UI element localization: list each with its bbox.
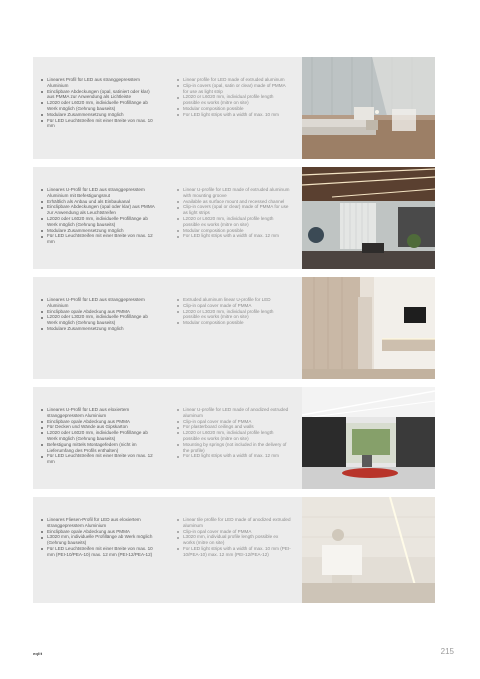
product-photo-bathroom <box>302 497 435 603</box>
bullet-item: Lineares U-Profil für LED aus eloxiertem stranggepresstem Aluminium <box>47 407 155 419</box>
product-photo-atrium <box>302 387 435 489</box>
german-description <box>37 297 155 332</box>
product-row-3 <box>33 277 435 379</box>
bullet-list-en <box>173 297 291 326</box>
bullet-item: L2020 or L6020 mm, individual profile length possible ex works (mitre on site) <box>183 94 291 106</box>
bullet-item: Modulare Zusammensetzung möglich <box>47 112 155 118</box>
product-photo-bedroom <box>302 57 435 159</box>
bullet-item: For LED light strips with a width of max. 10 mm (PEI-10/PEA-10) max. 12 mm (PEI-12/PEA-12) <box>183 545 291 557</box>
footer-logo: eqlit <box>33 651 43 656</box>
english-description <box>173 407 291 459</box>
bullet-item: For LED light strips with a width of max. 12 mm <box>183 233 291 239</box>
bullet-item: L2020 oder L6020 mm, individuelle Profillänge ab Werk möglich (Gehrung bauseits) <box>47 430 155 442</box>
bullet-item: Einclipbare opale Abdeckung aus PMMA <box>47 419 155 425</box>
german-description <box>37 187 155 245</box>
bullet-item: Für LED Leuchtstreifen mit einer Breite von max. 12 mm <box>47 233 155 245</box>
german-description <box>37 517 155 558</box>
bullet-item: Clip-in opal cover made of PMMA <box>183 529 291 535</box>
bullet-list-de <box>37 407 155 465</box>
bullet-item: Linear profile for LED made of extruded aluminum <box>183 77 291 83</box>
bullet-item: L2020 or L6020 mm, individual profile length possible ex works (mitre on site) <box>183 430 291 442</box>
product-photo-lobby <box>302 167 435 269</box>
bullet-item: Einclipbare Abdeckungen (opal oder klar) aus PMMA zur Anwendung als Leuchtstreifen <box>47 204 155 216</box>
german-description <box>37 407 155 465</box>
bullet-list-en <box>173 407 291 459</box>
product-row-4 <box>33 387 435 489</box>
bullet-item: L2020 oder L3020 mm, individuelle Profillänge ab Werk möglich (Gehrung bauseits) <box>47 314 155 326</box>
bullet-item: Lineares Profil für LED aus stranggepresstem Aluminium <box>47 77 155 89</box>
english-description <box>173 297 291 326</box>
bullet-list-en <box>173 187 291 239</box>
bullet-item: Einclipbare opale Abdeckung aus PMMA <box>47 309 155 315</box>
bullet-item: Für LED Leuchtstreifen mit einer Breite von max. 10 mm (PEI-10/PEA-10) max. 12 mm (PEI-12/PEA-12) <box>47 546 155 558</box>
bullet-item: Lineares U-Profil für LED aus stranggepresstem Aluminium mit Befestigungsnut <box>47 187 155 199</box>
bullet-item: Extruded aluminum linear U-profile for LED <box>183 297 291 303</box>
german-description <box>37 77 155 129</box>
bullet-item: L3020 mm, individuelle Profillänge ab Werk möglich (Gehrung bauseits) <box>47 534 155 546</box>
bullet-list-de <box>37 187 155 245</box>
bullet-item: Modular composition possible <box>183 106 291 112</box>
product-photo-living-room <box>302 277 435 379</box>
bullet-item: Einclipbare opale Abdeckung aus PMMA <box>47 529 155 535</box>
bullet-item: L2020 or L3020 mm, individual profile length possible ex works (mitre on site) <box>183 309 291 321</box>
bullet-item: Für LED Leuchtstreifen mit einer Breite von max. 12 mm <box>47 453 155 465</box>
bullet-item: For LED light strips with a width of max. 12 mm <box>183 453 291 459</box>
product-row-1 <box>33 57 435 159</box>
bullet-item: L2020 or L6020 mm, individual profile length possible ex works (mitre on site) <box>183 216 291 228</box>
bullet-item: Mounting by springs (not included in the delivery of the profile) <box>183 442 291 454</box>
bullet-item: L2020 oder L6020 mm, individuelle Profillänge ab Werk möglich (Gehrung bauseits) <box>47 100 155 112</box>
bullet-item: Für LED Leuchtstreifen mit einer Breite von max. 10 mm <box>47 118 155 130</box>
bullet-list-de <box>37 77 155 129</box>
english-description <box>173 517 291 558</box>
bullet-item: Für Decken und Wände aus Gipskarton <box>47 424 155 430</box>
bullet-item: Clip-in opal cover made of PMMA <box>183 303 291 309</box>
bullet-item: Available as surface mount and recessed channel <box>183 199 291 205</box>
bullet-item: Einclipbare Abdeckungen (opal, satiniert oder klar) aus PMMA zur Anwendung als Lichtleiste <box>47 89 155 101</box>
bullet-item: Lineares U-Profil für LED aus stranggepresstem Aluminium <box>47 297 155 309</box>
bullet-item: Linear U-profile for LED made of extruded aluminum with mounting groove <box>183 187 290 198</box>
bullet-item: Clip-in opal cover made of PMMA <box>183 419 291 425</box>
bullet-item: L2020 oder L6020 mm, individuelle Profillänge ab Werk möglich (Gehrung bauseits) <box>47 216 155 228</box>
bullet-item: Modulare Zusammensetzung möglich <box>47 326 155 332</box>
bullet-item: Linear tile profile for LED made of anodized extruded aluminum <box>183 517 291 528</box>
product-row-2 <box>33 167 435 269</box>
bullet-list-de <box>37 517 155 558</box>
page-number: 215 <box>440 647 454 656</box>
bullet-item: Modular composition possible <box>183 228 291 234</box>
product-row-5 <box>33 497 435 603</box>
english-description <box>173 77 291 118</box>
bullet-list-de <box>37 297 155 332</box>
bullet-item: L3020 mm, individual profile length possible ex works (mitre on site) <box>183 534 291 546</box>
bullet-list-en <box>173 77 291 118</box>
english-description <box>173 187 291 239</box>
bullet-item: For plasterboard ceilings and walls <box>183 424 291 430</box>
bullet-item: Lineares Fliesen-Profil für LED aus eloxiertem stranggepresstem Aluminium <box>47 517 155 529</box>
bullet-item: Befestigung mittels Montagefedern (nicht im Lieferumfang des Profils enthalten) <box>47 442 155 454</box>
bullet-item: Clip-in covers (opal, satin or clear) made of PMMA for use as light strip <box>183 83 291 95</box>
bullet-item: Clip-in covers (opal or clear) made of PMMA for use as light strips <box>183 204 291 216</box>
bullet-item: Modular composition possible <box>183 320 291 326</box>
bullet-item: For LED light strips with a width of max. 10 mm <box>183 112 291 118</box>
bullet-item: Linear U-profile for LED made of anodized extruded aluminum <box>183 407 291 419</box>
bullet-item: Modulare Zusammensetzung möglich <box>47 228 155 234</box>
bullet-item: Erhältlich als Anbau und als Einbaukanal <box>47 199 155 205</box>
bullet-list-en <box>173 517 291 558</box>
